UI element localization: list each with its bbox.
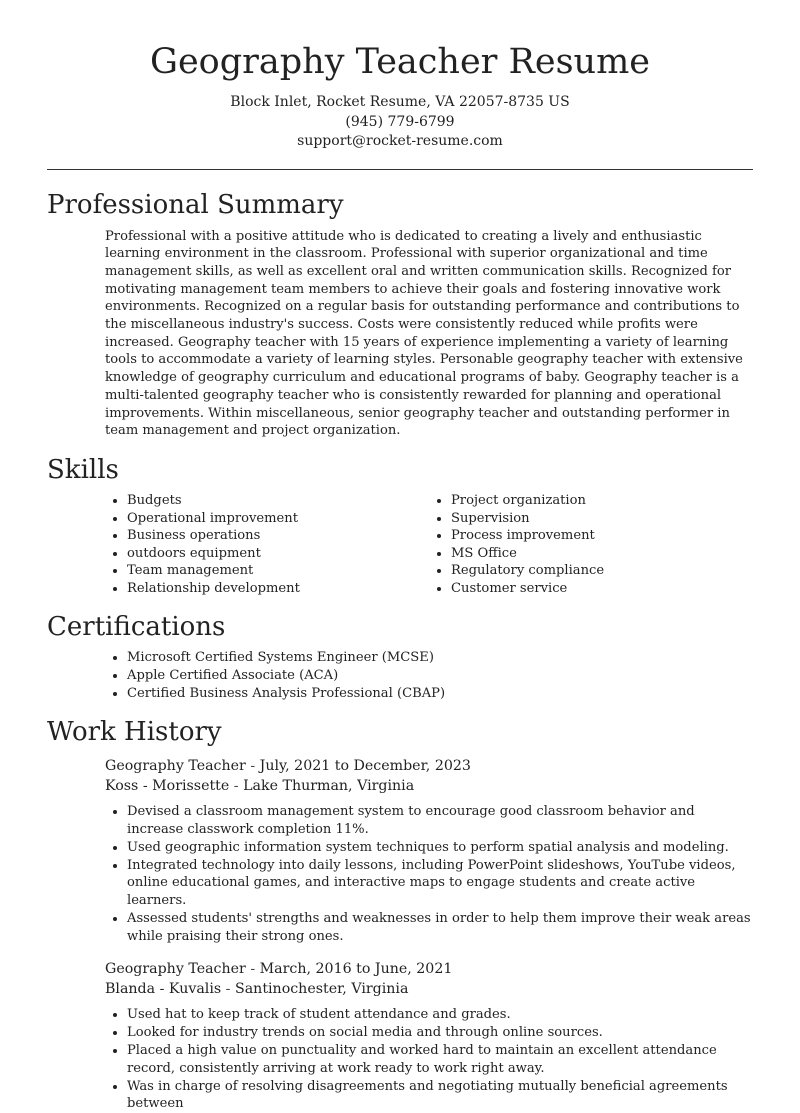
job-location: Santinochester, Virginia <box>235 980 409 997</box>
duty-item: • Used geographic information system techniques to perform spatial analysis and modeling. <box>127 839 753 857</box>
skills-list <box>105 492 753 598</box>
duty-item: • Was in charge of resolving disagreements and negotiating mutually beneficial agreements between <box>127 1078 753 1113</box>
summary-heading: Professional Summary <box>47 189 344 220</box>
job-title: Geography Teacher <box>105 758 246 775</box>
duty-item: • Looked for industry trends on social media and through online sources. <box>127 1024 753 1042</box>
certification-item: • Microsoft Certified Systems Engineer (MCSE) <box>127 649 753 667</box>
job-entry <box>105 757 753 945</box>
separator: - <box>229 777 244 794</box>
job-company-line <box>105 980 753 1000</box>
job-company: Blanda - Kuvalis <box>105 980 222 997</box>
certifications-list <box>105 649 753 704</box>
certification-item: • Certified Business Analysis Professional (CBAP) <box>127 685 753 703</box>
separator: - <box>221 980 235 997</box>
skill-item: • Budgets <box>127 492 429 510</box>
email: support@rocket-resume.com <box>297 133 503 149</box>
skill-item: • Supervision <box>451 510 753 528</box>
duty-item: • Assessed students' strengths and weaknesses in order to help them improve their weak areas while praising their strong ones. <box>127 910 753 946</box>
skill-item: • Process improvement <box>451 527 753 545</box>
skill-item: • Relationship development <box>127 580 429 598</box>
separator: - <box>245 961 260 978</box>
job-company-line <box>105 777 753 797</box>
skill-item: • Customer service <box>451 580 753 598</box>
job-title-line <box>105 757 753 777</box>
skill-item: • Operational improvement <box>127 510 429 528</box>
job-dates: July, 2021 to December, 2023 <box>259 758 471 775</box>
duty-item: • Placed a high value on punctuality and worked hard to maintain an excellent attendance record, consistently arriving at work ready to work right away. <box>127 1042 753 1078</box>
resume-header <box>47 0 753 152</box>
job-title-line <box>105 960 753 980</box>
skills-column-right <box>429 492 753 598</box>
summary-text: Professional with a positive attitude who is dedicated to creating a lively and enthusiastic learning environment in the classroom. Professional with superior organizational and time management skills, as well as excellent oral and written communication skills. Recognized for motivating management team members to achieve their goals and fostering innovative work environments. Recognized on a regular basis for outstanding performance and contributions to the miscellaneous industry's success. Costs were consistently reduced while profits were increased. Geography teacher with 15 years of experience implementing a variety of learning tools to accommodate a variety of learning styles. Personable geography teacher with extensive knowledge of geography curriculum and educational programs of baby. Geography teacher is a multi-talented geography teacher who is consistently rewarded for planning and operational improvements. Within miscellaneous, senior geography teacher and outstanding performer in team management and project organization. <box>105 228 743 439</box>
job-duties <box>105 803 753 945</box>
address: Block Inlet, Rocket Resume, VA 22057-8735 US <box>230 94 570 110</box>
skill-item: • outdoors equipment <box>127 545 429 563</box>
skills-column-left <box>105 492 429 598</box>
job-duties <box>105 1006 753 1113</box>
header-divider <box>47 169 753 170</box>
phone: (945) 779-6799 <box>345 113 455 130</box>
job-company: Koss - Morissette <box>105 777 230 794</box>
contact-info <box>47 93 753 152</box>
certifications-heading: Certifications <box>47 611 226 642</box>
duty-item: • Devised a classroom management system to encourage good classroom behavior and increase classwork completion 11%. <box>127 803 753 839</box>
skill-item: • Regulatory compliance <box>451 562 753 580</box>
job-dates: March, 2016 to June, 2021 <box>259 961 453 978</box>
skill-item: • Business operations <box>127 527 429 545</box>
skill-item: • MS Office <box>451 545 753 563</box>
resume-title: Geography Teacher Resume <box>150 42 650 82</box>
separator: - <box>245 758 260 775</box>
job-entry <box>105 960 753 1113</box>
job-title: Geography Teacher <box>105 961 246 978</box>
skill-item: • Team management <box>127 562 429 580</box>
skill-item: • Project organization <box>451 492 753 510</box>
skills-heading: Skills <box>47 454 119 485</box>
work-history-heading: Work History <box>47 717 222 748</box>
job-location: Lake Thurman, Virginia <box>243 777 415 794</box>
duty-item: • Used hat to keep track of student attendance and grades. <box>127 1006 753 1024</box>
duty-item: • Integrated technology into daily lessons, including PowerPoint slideshows, YouTube videos, online educational games, and interactive maps to engage students and create active learners. <box>127 857 753 910</box>
certification-item: • Apple Certified Associate (ACA) <box>127 667 753 685</box>
